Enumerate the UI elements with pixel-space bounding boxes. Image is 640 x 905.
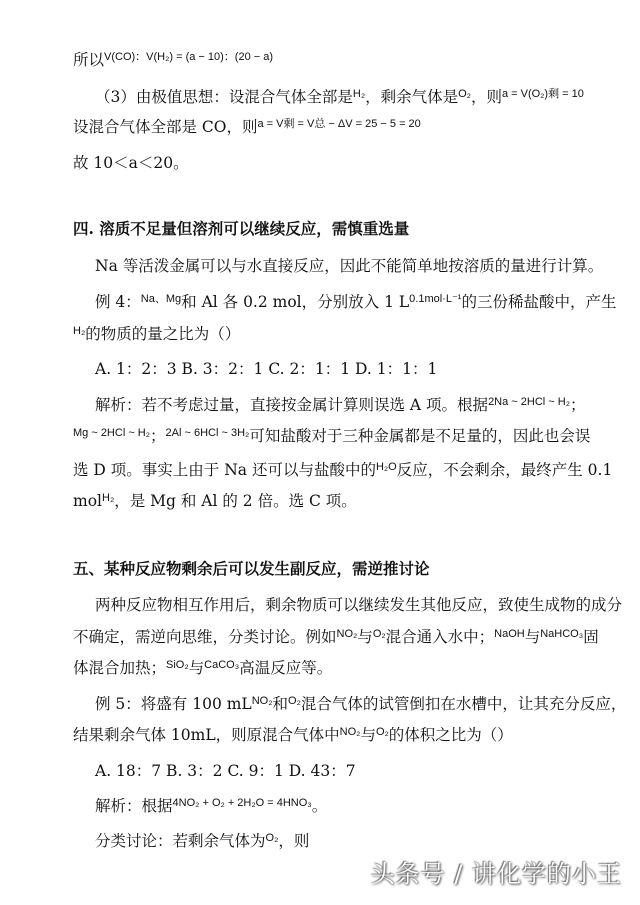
text-line: [73, 152, 189, 174]
formula: NaOH: [494, 628, 525, 640]
text: 与: [357, 628, 373, 646]
text: 高温反应等。: [239, 659, 333, 677]
text: 所以: [73, 51, 105, 69]
text: A. 1：2：3 B. 3：2：1 C. 2：1：1 D. 1：1：1: [95, 360, 438, 378]
text: ；: [150, 427, 166, 445]
text: 混合通入水中；: [385, 628, 495, 646]
formula: SiO₂: [166, 659, 189, 671]
text-line: [73, 459, 612, 481]
text: 与: [524, 628, 541, 646]
formula: a = V(O₂)剩 = 10: [501, 88, 584, 100]
text-line: [95, 358, 437, 380]
text: ，剩余气体是: [365, 88, 459, 106]
formula: O₂: [458, 88, 471, 100]
text: 结果剩余气体 10mL，则原混合气体中: [73, 726, 340, 744]
watermark: 头条号 / 讲化学的小王: [370, 860, 622, 888]
text: ，则: [278, 832, 310, 850]
formula: NO₂: [251, 695, 273, 707]
text: 故 10＜a＜20。: [73, 154, 189, 172]
text-line: [73, 626, 599, 648]
text: 固: [583, 628, 599, 646]
text: ，则: [470, 88, 502, 106]
text-line: [95, 693, 626, 715]
formula: a = V剩 = V总 − ΔV = 25 − 5 = 20: [257, 118, 421, 130]
text: 体混合加热；: [73, 659, 167, 677]
text: A. 18：7 B. 3：2 C. 9：1 D. 43：7: [95, 762, 356, 780]
formula: O₂: [265, 832, 279, 844]
text: 两种反应物相互作用后，剩余物质可以继续发生其他反应，致使生成物的成分: [95, 596, 623, 614]
formula: H₂O: [375, 461, 397, 473]
text: 的三份稀盐酸中，产生: [461, 293, 617, 311]
formula: NaHCO₃: [540, 628, 584, 640]
text: 例 5：将盛有 100 mL: [95, 695, 252, 713]
text: 和 Al 各 0.2 mol，分别放入 1 L: [181, 293, 410, 311]
text: 设混合气体全部是 CO，则: [73, 118, 258, 136]
text-line: [73, 425, 590, 447]
formula: 4NO₂ + O₂ + 2H₂O = 4HNO₃: [172, 797, 312, 809]
text: mol: [73, 492, 102, 510]
text: 与: [360, 726, 376, 744]
text: 解析：根据: [95, 797, 173, 815]
text: 不确定，需逆向思维，分类讨论。例如: [73, 628, 337, 646]
text: 分类讨论：若剩余气体为: [95, 832, 266, 850]
text-line: [95, 291, 616, 313]
formula: NO₂: [339, 726, 361, 738]
formula: Na、Mg: [140, 293, 182, 305]
text: 和: [272, 695, 289, 713]
text: 与: [188, 659, 205, 677]
section-heading: [73, 218, 409, 240]
text-line: [95, 760, 356, 782]
formula: 2Al ~ 6HCl ~ 3H₂: [165, 427, 250, 439]
text: Na 等活泼金属可以与水直接反应，因此不能简单地按溶质的量进行计算。: [95, 257, 604, 275]
text-line: [73, 116, 421, 138]
text: （3）由极值思想：设混合气体全部是: [95, 88, 353, 106]
formula: 2Na ~ 2HCl ~ H₂: [488, 396, 570, 408]
text-line: [95, 795, 327, 817]
formula: V(CO)：V(H₂) = (a − 10)：(20 − a): [104, 51, 274, 63]
text: ，是 Mg 和 Al 的 2 倍。选 C 项。: [114, 492, 357, 510]
section-heading: [73, 558, 430, 580]
text: 五、某种反应物剩余后可以发生副反应，需逆推讨论: [73, 559, 430, 578]
text: 四. 溶质不足量但溶剂可以继续反应，需慎重选量: [73, 219, 410, 238]
text: 混合气体的试管倒扣在水槽中，让其充分反应，: [300, 695, 627, 713]
formula: CaCO₃: [204, 659, 240, 671]
text-line: [73, 323, 240, 345]
text: 可知盐酸对于三种金属都是不足量的，因此也会误: [249, 427, 591, 445]
text-line: [73, 724, 513, 746]
text: 。: [311, 797, 328, 815]
text: 解析：若不考虑过量，直接按金属计算则误选 A 项。根据: [95, 396, 489, 414]
text-line: [73, 49, 273, 71]
text: 选 D 项。事实上由于 Na 还可以与盐酸中的: [73, 461, 376, 479]
text: ；: [569, 396, 586, 414]
text-line: [95, 594, 622, 616]
formula: O₂: [288, 695, 301, 707]
text-line: [95, 86, 584, 108]
text-line: [95, 394, 586, 416]
formula: H₂: [352, 88, 366, 100]
text-line: [95, 830, 309, 852]
formula: 0.1mol·L⁻¹: [409, 293, 462, 305]
text-line: [73, 490, 357, 512]
text: 的物质的量之比为（）: [85, 325, 241, 343]
text: 反应，不会剩余，最终产生 0.1: [396, 461, 613, 479]
text-line: [95, 255, 603, 277]
formula: NO₂: [336, 628, 358, 640]
formula: O₂: [372, 628, 386, 640]
text-line: [73, 657, 332, 679]
formula: Mg ~ 2HCl ~ H₂: [73, 427, 151, 439]
text: 的体积之比为（）: [388, 726, 513, 744]
formula: H₂: [73, 325, 86, 337]
formula: O₂: [375, 726, 389, 738]
formula: H₂: [102, 492, 115, 504]
text: 例 4：: [95, 293, 141, 311]
